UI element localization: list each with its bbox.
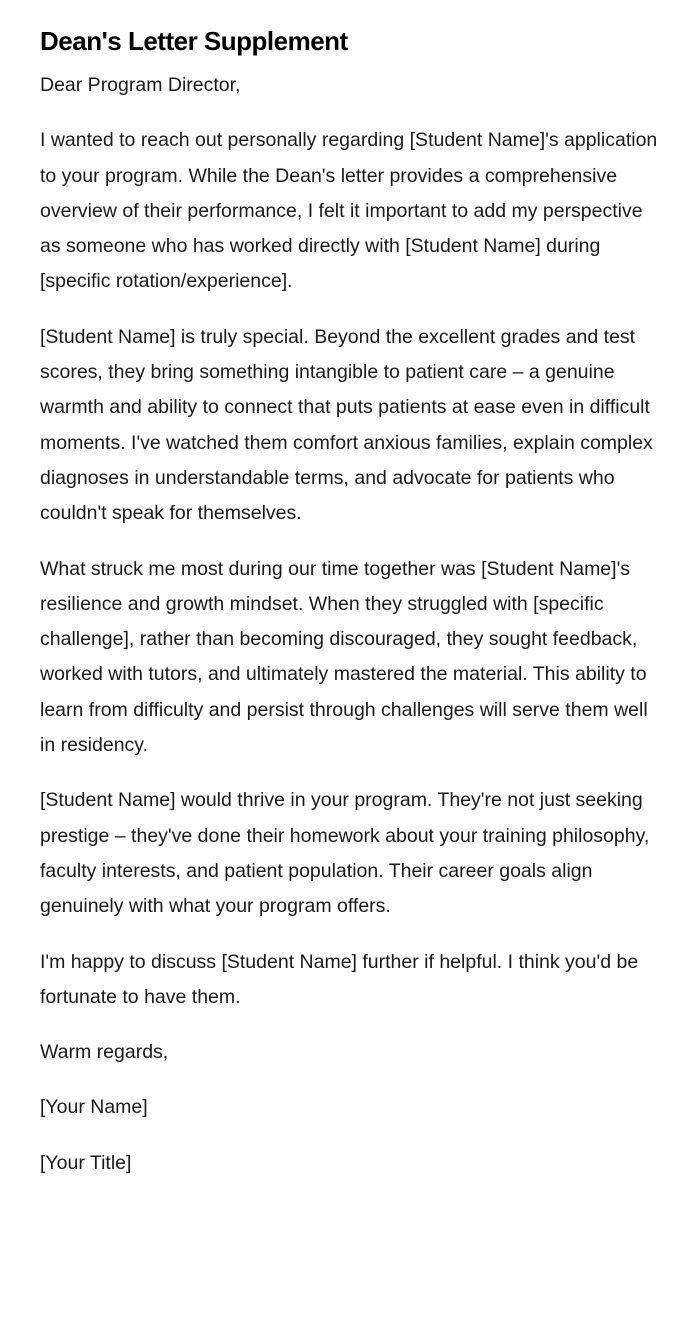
body-paragraph-5: I'm happy to discuss [Student Name] further if helpful. I think you'd be fortunate to have them. <box>40 950 639 1008</box>
salutation: Dear Program Director, <box>40 74 241 96</box>
signature-name: [Your Name] <box>40 1096 148 1119</box>
body-paragraph-2: [Student Name] is truly special. Beyond the excellent grades and test scores, they bring something intangible to patient care – a genuine warmth and ability to connect that puts patients at ease even in difficult moments. I've watched them comfort anxious families, explain complex diagnoses in understandable terms, and advocate for patients who couldn't speak for themselves. <box>40 325 653 525</box>
body-paragraph-4: [Student Name] would thrive in your program. They're not just seeking prestige – they've done their homework about your training philosophy, faculty interests, and patient population. Their career goals align genuinely with what your program offers. <box>40 789 650 918</box>
body-paragraph-1: I wanted to reach out personally regarding [Student Name]'s application to your program. While the Dean's letter provides a comprehensive overview of their performance, I felt it important to add my perspective as someone who has worked directly with [Student Name] during [specific rotation/experience]. <box>40 129 658 293</box>
closing: Warm regards, <box>40 1041 169 1064</box>
signature-title: [Your Title] <box>40 1151 132 1174</box>
body-paragraph-3: What struck me most during our time together was [Student Name]'s resilience and growth mindset. When they struggled with [specific challenge], rather than becoming discouraged, they sought feedback, worked with tutors, and ultimately mastered the material. This ability to learn from difficulty and persist through challenges will serve them well in residency. <box>40 557 648 757</box>
document-title: Dean's Letter Supplement <box>40 26 348 56</box>
